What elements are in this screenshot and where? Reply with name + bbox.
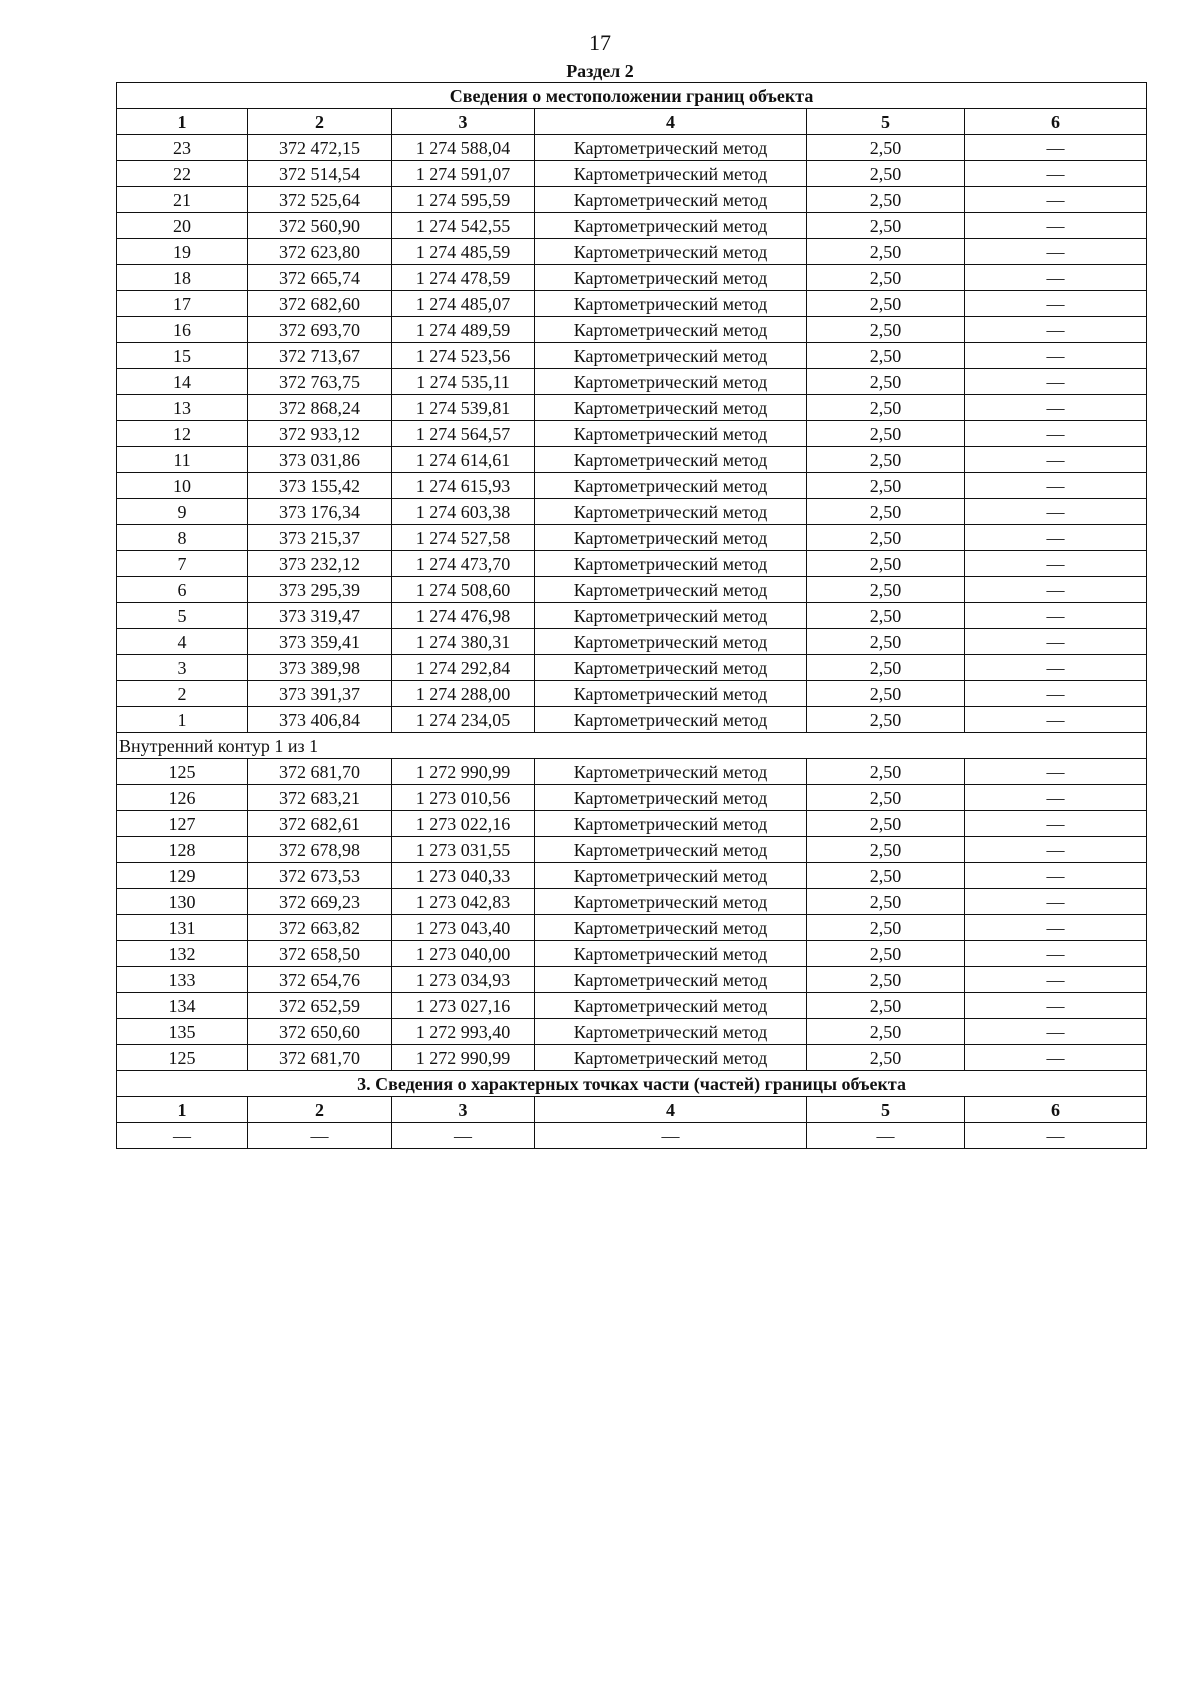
cell-4: — [535,1123,807,1149]
cell-6: — [965,915,1147,941]
cell-5: 2,50 [807,707,965,733]
cell-6: — [965,135,1147,161]
cell-3: 1 274 508,60 [392,577,535,603]
cell-4: Картометрический метод [535,889,807,915]
table-row [117,473,1147,499]
cell-5: 2,50 [807,135,965,161]
cell-1: 5 [117,603,248,629]
part-column-number-row [117,1097,1147,1123]
cell-3: 1 273 022,16 [392,811,535,837]
table-row [117,395,1147,421]
cell-2: 373 295,39 [248,577,392,603]
cell-2: 373 391,37 [248,681,392,707]
cell-1: 8 [117,525,248,551]
cell-5: 2,50 [807,681,965,707]
table-row [117,915,1147,941]
cell-2: 372 682,61 [248,811,392,837]
cell-6: — [965,681,1147,707]
cell-5: — [807,1123,965,1149]
cell-3: 1 274 564,57 [392,421,535,447]
cell-2: 372 623,80 [248,239,392,265]
cell-2: — [248,1123,392,1149]
cell-3: 1 274 292,84 [392,655,535,681]
table-row [117,1123,1147,1149]
cell-3: 1 274 542,55 [392,213,535,239]
cell-2: 372 713,67 [248,343,392,369]
cell-5: 2,50 [807,863,965,889]
cell-2: 372 514,54 [248,161,392,187]
cell-1: 135 [117,1019,248,1045]
cell-5: 2,50 [807,655,965,681]
table-row [117,655,1147,681]
table-row [117,603,1147,629]
cell-3: 1 273 031,55 [392,837,535,863]
cell-1: 20 [117,213,248,239]
cell-5: 2,50 [807,551,965,577]
cell-6: — [965,1123,1147,1149]
cell-2: 372 663,82 [248,915,392,941]
table-row [117,187,1147,213]
cell-4: Картометрический метод [535,369,807,395]
cell-2: 373 176,34 [248,499,392,525]
cell-4: Картометрический метод [535,395,807,421]
cell-2: 372 669,23 [248,889,392,915]
cell-2: 372 933,12 [248,421,392,447]
table-row [117,785,1147,811]
cell-4: Картометрический метод [535,863,807,889]
cell-3: 1 274 380,31 [392,629,535,655]
cell-4: Картометрический метод [535,1019,807,1045]
cell-1: — [117,1123,248,1149]
cell-2: 372 560,90 [248,213,392,239]
cell-5: 2,50 [807,1045,965,1071]
cell-6: — [965,447,1147,473]
table-title: Сведения о местоположении границ объекта [117,83,1147,109]
cell-3: 1 273 010,56 [392,785,535,811]
cell-6: — [965,395,1147,421]
cell-4: Картометрический метод [535,967,807,993]
cell-5: 2,50 [807,837,965,863]
cell-2: 372 682,60 [248,291,392,317]
cell-5: 2,50 [807,785,965,811]
column-number-row [117,109,1147,135]
cell-6: — [965,239,1147,265]
cell-4: Картометрический метод [535,473,807,499]
cell-3: 1 274 473,70 [392,551,535,577]
table-row [117,863,1147,889]
cell-5: 2,50 [807,525,965,551]
cell-5: 2,50 [807,317,965,343]
cell-1: 18 [117,265,248,291]
cell-6: — [965,473,1147,499]
cell-1: 22 [117,161,248,187]
cell-5: 2,50 [807,213,965,239]
cell-6: — [965,265,1147,291]
cell-6: — [965,837,1147,863]
cell-1: 15 [117,343,248,369]
cell-6: — [965,551,1147,577]
cell-6: — [965,343,1147,369]
cell-1: 6 [117,577,248,603]
cell-4: Картометрический метод [535,1045,807,1071]
column-number-6: 6 [965,1097,1147,1123]
cell-2: 373 215,37 [248,525,392,551]
cell-5: 2,50 [807,759,965,785]
cell-4: Картометрический метод [535,161,807,187]
cell-2: 372 665,74 [248,265,392,291]
column-number-2: 2 [248,1097,392,1123]
cell-6: — [965,317,1147,343]
cell-1: 21 [117,187,248,213]
table-row [117,1019,1147,1045]
cell-3: 1 274 476,98 [392,603,535,629]
cell-1: 131 [117,915,248,941]
cell-4: Картометрический метод [535,213,807,239]
cell-3: 1 274 485,07 [392,291,535,317]
cell-5: 2,50 [807,629,965,655]
table-row [117,447,1147,473]
cell-5: 2,50 [807,993,965,1019]
cell-3: 1 273 040,33 [392,863,535,889]
column-number-2: 2 [248,109,392,135]
cell-4: Картометрический метод [535,915,807,941]
cell-1: 134 [117,993,248,1019]
cell-2: 372 681,70 [248,759,392,785]
cell-4: Картометрический метод [535,707,807,733]
cell-3: 1 273 040,00 [392,941,535,967]
cell-4: Картометрический метод [535,837,807,863]
table-row [117,629,1147,655]
table-row [117,291,1147,317]
cell-3: 1 274 591,07 [392,161,535,187]
column-number-3: 3 [392,1097,535,1123]
cell-3: 1 274 614,61 [392,447,535,473]
cell-3: 1 274 489,59 [392,317,535,343]
table-row [117,1045,1147,1071]
table-row [117,161,1147,187]
cell-1: 132 [117,941,248,967]
cell-1: 10 [117,473,248,499]
cell-5: 2,50 [807,811,965,837]
cell-2: 373 406,84 [248,707,392,733]
inner-contour-label: Внутренний контур 1 из 1 [117,733,1147,759]
cell-1: 1 [117,707,248,733]
cell-1: 3 [117,655,248,681]
cell-3: 1 274 523,56 [392,343,535,369]
cell-6: — [965,785,1147,811]
cell-1: 127 [117,811,248,837]
cell-2: 372 693,70 [248,317,392,343]
table-row [117,239,1147,265]
table-body [117,83,1147,1149]
cell-2: 373 319,47 [248,603,392,629]
cell-6: — [965,1019,1147,1045]
cell-6: — [965,291,1147,317]
cell-5: 2,50 [807,161,965,187]
cell-5: 2,50 [807,915,965,941]
table-row [117,967,1147,993]
cell-6: — [965,629,1147,655]
cell-2: 372 681,70 [248,1045,392,1071]
cell-1: 17 [117,291,248,317]
cell-6: — [965,967,1147,993]
cell-4: Картометрический метод [535,759,807,785]
boundary-coordinates-table [116,82,1147,1149]
column-number-6: 6 [965,109,1147,135]
cell-6: — [965,863,1147,889]
cell-1: 130 [117,889,248,915]
cell-6: — [965,707,1147,733]
table-row [117,811,1147,837]
cell-5: 2,50 [807,1019,965,1045]
table-row [117,421,1147,447]
table-row [117,941,1147,967]
table-row [117,993,1147,1019]
cell-2: 372 650,60 [248,1019,392,1045]
cell-1: 16 [117,317,248,343]
inner-contour-label-row [117,733,1147,759]
cell-6: — [965,889,1147,915]
column-number-5: 5 [807,1097,965,1123]
cell-5: 2,50 [807,239,965,265]
cell-2: 373 155,42 [248,473,392,499]
cell-6: — [965,369,1147,395]
part-section-title: 3. Сведения о характерных точках части (частей) границы объекта [117,1071,1147,1097]
cell-4: Картометрический метод [535,785,807,811]
cell-4: Картометрический метод [535,291,807,317]
cell-6: — [965,603,1147,629]
cell-4: Картометрический метод [535,525,807,551]
table-row [117,369,1147,395]
cell-1: 19 [117,239,248,265]
cell-4: Картометрический метод [535,447,807,473]
cell-4: Картометрический метод [535,577,807,603]
cell-6: — [965,941,1147,967]
cell-4: Картометрический метод [535,265,807,291]
cell-2: 372 525,64 [248,187,392,213]
cell-2: 372 763,75 [248,369,392,395]
column-number-1: 1 [117,1097,248,1123]
table-row [117,577,1147,603]
cell-6: — [965,577,1147,603]
cell-5: 2,50 [807,473,965,499]
column-number-4: 4 [535,109,807,135]
cell-5: 2,50 [807,343,965,369]
cell-4: Картометрический метод [535,811,807,837]
cell-3: 1 273 034,93 [392,967,535,993]
cell-6: — [965,499,1147,525]
cell-4: Картометрический метод [535,551,807,577]
cell-1: 9 [117,499,248,525]
table-row [117,551,1147,577]
cell-6: — [965,421,1147,447]
column-number-3: 3 [392,109,535,135]
cell-2: 372 868,24 [248,395,392,421]
cell-1: 12 [117,421,248,447]
cell-3: 1 274 615,93 [392,473,535,499]
table-row [117,317,1147,343]
table-row [117,135,1147,161]
cell-4: Картометрический метод [535,421,807,447]
cell-4: Картометрический метод [535,681,807,707]
cell-5: 2,50 [807,291,965,317]
cell-3: 1 274 539,81 [392,395,535,421]
table-row [117,759,1147,785]
cell-6: — [965,213,1147,239]
cell-6: — [965,525,1147,551]
cell-2: 373 389,98 [248,655,392,681]
cell-3: 1 274 588,04 [392,135,535,161]
table-row [117,525,1147,551]
cell-4: Картометрический метод [535,135,807,161]
part-section-title-row [117,1071,1147,1097]
cell-4: Картометрический метод [535,239,807,265]
cell-3: 1 272 990,99 [392,759,535,785]
column-number-4: 4 [535,1097,807,1123]
cell-1: 7 [117,551,248,577]
cell-5: 2,50 [807,889,965,915]
cell-1: 13 [117,395,248,421]
cell-2: 373 031,86 [248,447,392,473]
cell-3: 1 273 042,83 [392,889,535,915]
table-row [117,681,1147,707]
cell-2: 372 472,15 [248,135,392,161]
cell-3: 1 273 043,40 [392,915,535,941]
column-number-5: 5 [807,109,965,135]
cell-4: Картометрический метод [535,317,807,343]
cell-5: 2,50 [807,369,965,395]
cell-5: 2,50 [807,577,965,603]
cell-6: — [965,759,1147,785]
cell-1: 133 [117,967,248,993]
cell-2: 372 658,50 [248,941,392,967]
cell-2: 373 359,41 [248,629,392,655]
cell-2: 372 654,76 [248,967,392,993]
table-row [117,707,1147,733]
cell-6: — [965,811,1147,837]
cell-5: 2,50 [807,187,965,213]
cell-6: — [965,187,1147,213]
cell-1: 126 [117,785,248,811]
table-row [117,343,1147,369]
cell-4: Картометрический метод [535,603,807,629]
section-title: Раздел 2 [566,61,634,81]
cell-3: 1 274 485,59 [392,239,535,265]
table-row [117,499,1147,525]
cell-1: 2 [117,681,248,707]
cell-2: 372 683,21 [248,785,392,811]
cell-3: 1 274 478,59 [392,265,535,291]
table-row [117,265,1147,291]
cell-5: 2,50 [807,603,965,629]
cell-2: 372 673,53 [248,863,392,889]
cell-5: 2,50 [807,447,965,473]
cell-3: 1 274 527,58 [392,525,535,551]
cell-1: 129 [117,863,248,889]
table-row [117,837,1147,863]
page-number: 17 [589,30,611,55]
cell-4: Картометрический метод [535,343,807,369]
table-row [117,889,1147,915]
cell-3: 1 274 535,11 [392,369,535,395]
cell-5: 2,50 [807,265,965,291]
cell-5: 2,50 [807,967,965,993]
table-row [117,213,1147,239]
cell-5: 2,50 [807,421,965,447]
cell-3: 1 274 595,59 [392,187,535,213]
cell-3: 1 274 288,00 [392,681,535,707]
cell-1: 23 [117,135,248,161]
cell-1: 14 [117,369,248,395]
cell-5: 2,50 [807,499,965,525]
cell-4: Картометрический метод [535,499,807,525]
cell-3: 1 274 603,38 [392,499,535,525]
cell-4: Картометрический метод [535,629,807,655]
cell-3: 1 274 234,05 [392,707,535,733]
cell-3: 1 273 027,16 [392,993,535,1019]
cell-1: 11 [117,447,248,473]
table-title-row [117,83,1147,109]
cell-1: 4 [117,629,248,655]
cell-5: 2,50 [807,941,965,967]
cell-2: 373 232,12 [248,551,392,577]
cell-3: 1 272 993,40 [392,1019,535,1045]
cell-6: — [965,993,1147,1019]
cell-4: Картометрический метод [535,941,807,967]
cell-2: 372 652,59 [248,993,392,1019]
cell-1: 128 [117,837,248,863]
cell-4: Картометрический метод [535,655,807,681]
cell-3: — [392,1123,535,1149]
cell-4: Картометрический метод [535,187,807,213]
cell-1: 125 [117,759,248,785]
cell-6: — [965,161,1147,187]
cell-5: 2,50 [807,395,965,421]
cell-6: — [965,1045,1147,1071]
column-number-1: 1 [117,109,248,135]
cell-3: 1 272 990,99 [392,1045,535,1071]
cell-4: Картометрический метод [535,993,807,1019]
cell-1: 125 [117,1045,248,1071]
cell-6: — [965,655,1147,681]
cell-2: 372 678,98 [248,837,392,863]
